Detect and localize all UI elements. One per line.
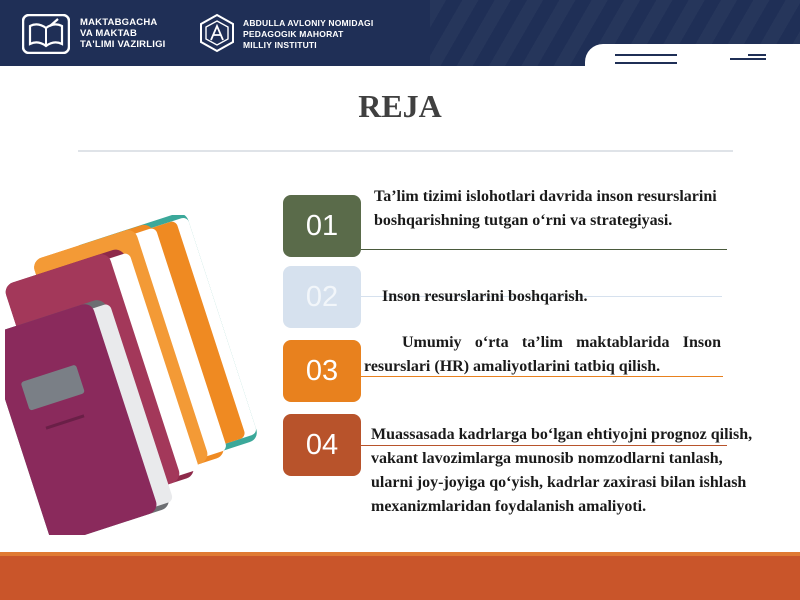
item-text-01: Ta’lim tizimi islohotlari davrida inson resurslarini boshqarishning tutgan o‘rni va strategiyasi.	[374, 188, 717, 229]
institute-name-line: PEDAGOGIK MAHORAT	[243, 29, 344, 39]
item-text-03: Umumiy o‘rta ta’lim maktablarida Inson resurslari (HR) amaliyotlarini tatbiq qilish.	[364, 334, 721, 375]
institute-name-line: ABDULLA AVLONIY NOMIDAGI	[243, 18, 374, 28]
ministry-name-line: MAKTABGACHA	[80, 17, 158, 28]
item-number-badge-02: 02	[283, 266, 361, 328]
item-number-badge-04: 04	[283, 414, 361, 476]
institute-name-line: MILLIY INSTITUTI	[243, 40, 317, 50]
books-stack-icon	[5, 215, 290, 535]
decor-dash	[730, 58, 766, 60]
institute-emblem-icon	[198, 13, 236, 53]
footer-bar	[0, 552, 800, 600]
item-underline	[361, 249, 727, 250]
footer-accent	[0, 552, 800, 556]
ministry-name-line: TA'LIMI VAZIRLIGI	[80, 39, 166, 50]
decor-dash	[615, 62, 677, 64]
item-number-badge-03: 03	[283, 340, 361, 402]
institute-name	[243, 18, 373, 51]
ministry-name	[80, 17, 166, 50]
item-text-02: Inson resurslarini boshqarish.	[382, 288, 588, 305]
slide-title: REJA	[358, 88, 442, 124]
item-text-04: Muassasada kadrlarga bo‘lgan ehtiyojni prognoz qilish, vakant lavozimlarga munosib nomzodlarni tanlash, ularni joy-joyiga qo‘yish, kadrlar zaxirasi bilan ishlash mexanizmlaridan foydalanish amaliyoti.	[371, 426, 753, 515]
header-tab-shape	[585, 44, 800, 68]
ministry-name-line: VA MAKTAB	[80, 28, 138, 39]
title-divider	[78, 150, 733, 152]
decor-dash	[748, 54, 766, 56]
book-logo-icon	[22, 14, 70, 54]
decor-dash	[615, 54, 677, 56]
item-number-badge-01: 01	[283, 195, 361, 257]
